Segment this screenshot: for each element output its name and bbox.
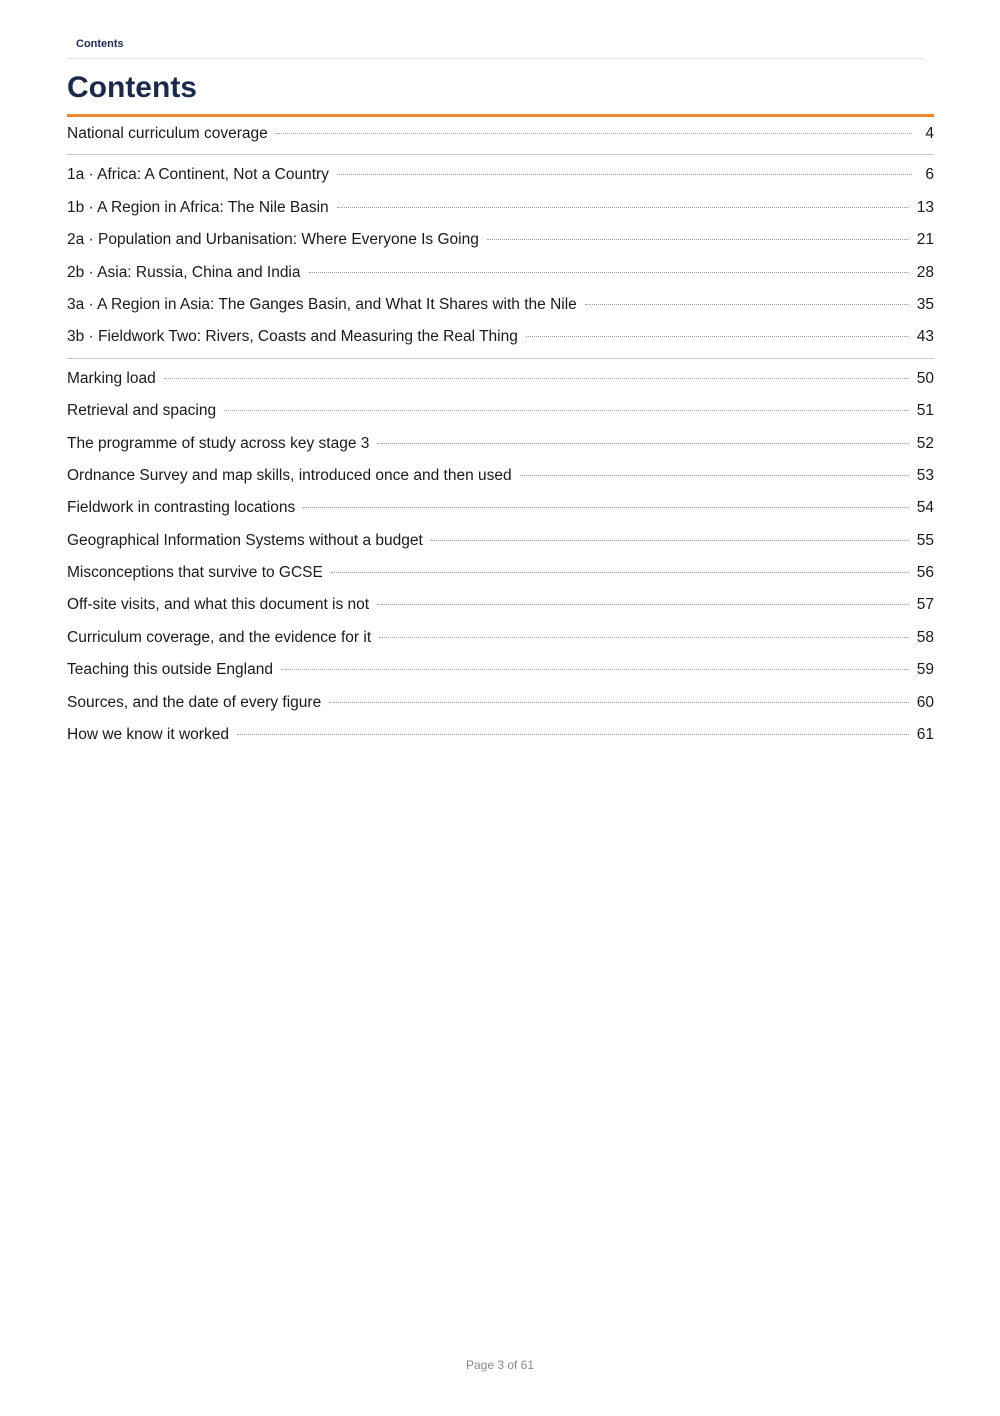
toc-dot-leader [520, 475, 909, 476]
toc-dot-leader [237, 734, 909, 735]
toc-entry-label: 1a · Africa: A Continent, Not a Country [67, 166, 329, 184]
toc-entry[interactable] [67, 159, 934, 191]
toc-entry[interactable] [67, 492, 934, 524]
toc-entry-page: 50 [916, 369, 934, 387]
toc-entry-page: 55 [916, 531, 934, 549]
toc-dot-leader [309, 272, 909, 273]
toc-entry-page: 35 [916, 295, 934, 313]
toc-entry-label: Geographical Information Systems without a budget [67, 531, 423, 549]
toc-entry[interactable] [67, 395, 934, 427]
toc-group-appendices [67, 363, 934, 756]
toc-dot-leader [276, 133, 912, 134]
toc-entry-page: 53 [916, 466, 934, 484]
toc-entry[interactable] [67, 557, 934, 589]
title-accent-rule [67, 114, 934, 117]
toc-entry-page: 6 [925, 166, 934, 184]
toc-group-units [67, 159, 934, 358]
toc-entry-page: 61 [916, 726, 934, 744]
toc-entry-page: 13 [916, 198, 934, 216]
toc-entry-page: 28 [916, 263, 934, 281]
toc-entry[interactable] [67, 654, 934, 686]
toc-entry-label: Misconceptions that survive to GCSE [67, 564, 323, 582]
page-title: Contents [67, 71, 197, 104]
toc-entry[interactable] [67, 589, 934, 621]
toc-entry-label: Fieldwork in contrasting locations [67, 499, 296, 517]
toc-entry-label: Off-site visits, and what this document is not [67, 596, 370, 614]
toc-entry[interactable] [67, 428, 934, 460]
toc-dot-leader [487, 239, 909, 240]
toc-entry-label: Teaching this outside England [67, 661, 273, 679]
toc-entry[interactable] [67, 622, 934, 654]
toc-entry[interactable] [67, 363, 934, 395]
table-of-contents [67, 118, 934, 759]
toc-dot-leader [164, 378, 909, 379]
toc-entry-label: The programme of study across key stage 3 [67, 434, 370, 452]
page-footer: Page 3 of 61 [465, 1358, 535, 1372]
toc-entry[interactable] [67, 460, 934, 492]
toc-entry-label: 3a · A Region in Asia: The Ganges Basin, and What It Shares with the Nile [67, 295, 577, 313]
toc-entry-page: 58 [916, 628, 934, 646]
toc-dot-leader [526, 336, 909, 337]
toc-dot-leader [337, 174, 912, 175]
toc-entry-label: Retrieval and spacing [67, 402, 217, 420]
toc-entry-label: 3b · Fieldwork Two: Rivers, Coasts and Measuring the Real Thing [67, 328, 518, 346]
running-header: Contents [76, 38, 124, 50]
toc-entry[interactable] [67, 118, 934, 150]
toc-dot-leader [303, 507, 908, 508]
toc-entry-label: Curriculum coverage, and the evidence for it [67, 628, 372, 646]
toc-entry-label: National curriculum coverage [67, 125, 268, 142]
toc-entry-page: 52 [916, 434, 934, 452]
toc-dot-leader [431, 540, 909, 541]
toc-entry[interactable] [67, 257, 934, 289]
toc-entry-label: Sources, and the date of every figure [67, 693, 322, 711]
toc-dot-leader [224, 410, 909, 411]
toc-entry-label: 2b · Asia: Russia, China and India [67, 263, 301, 281]
toc-entry-page: 59 [916, 661, 934, 679]
toc-entry-page: 56 [916, 564, 934, 582]
toc-entry[interactable] [67, 192, 934, 224]
toc-entry[interactable] [67, 224, 934, 256]
toc-entry[interactable] [67, 687, 934, 719]
toc-dot-leader [585, 304, 909, 305]
toc-entry-page: 57 [916, 596, 934, 614]
toc-entry-label: Marking load [67, 369, 156, 387]
toc-entry-label: 1b · A Region in Africa: The Nile Basin [67, 198, 329, 216]
toc-entry-page: 43 [916, 328, 934, 346]
toc-entry-page: 54 [916, 499, 934, 517]
toc-entry[interactable] [67, 321, 934, 353]
toc-dot-leader [377, 443, 908, 444]
toc-entry-label: 2a · Population and Urbanisation: Where Everyone Is Going [67, 231, 479, 249]
toc-entry-page: 21 [916, 231, 934, 249]
toc-dot-leader [379, 637, 909, 638]
toc-entry-label: How we know it worked [67, 726, 229, 744]
toc-entry[interactable] [67, 289, 934, 321]
toc-entry-label: Ordnance Survey and map skills, introduced once and then used [67, 466, 512, 484]
toc-dot-leader [377, 604, 909, 605]
toc-group-front [67, 118, 934, 155]
toc-entry[interactable] [67, 525, 934, 557]
toc-dot-leader [329, 702, 909, 703]
toc-entry-page: 51 [916, 402, 934, 420]
toc-entry-page: 4 [925, 125, 934, 142]
toc-entry-page: 60 [916, 693, 934, 711]
toc-dot-leader [331, 572, 909, 573]
toc-dot-leader [281, 669, 909, 670]
toc-entry[interactable] [67, 719, 934, 751]
toc-dot-leader [337, 207, 909, 208]
header-divider [67, 58, 924, 59]
